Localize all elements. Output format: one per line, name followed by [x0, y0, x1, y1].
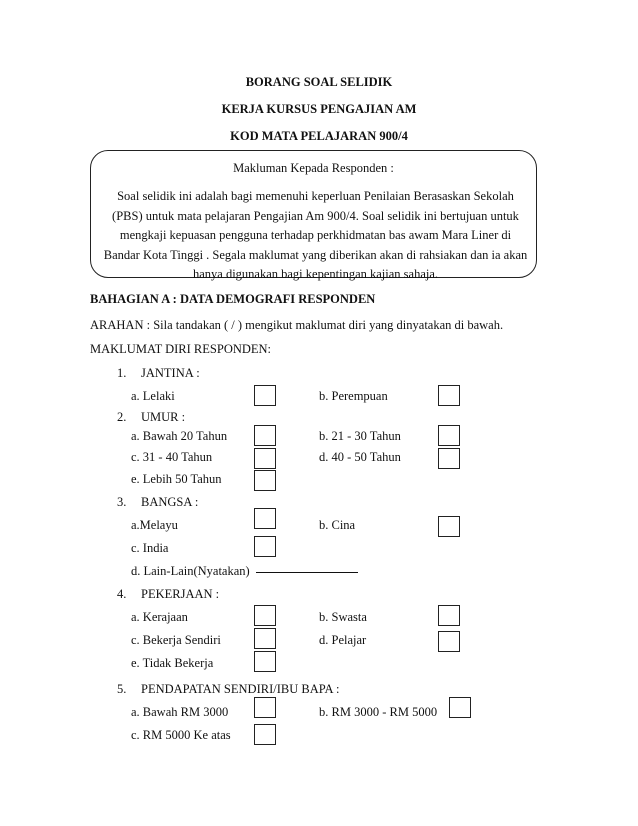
- course-title: KERJA KURSUS PENGAJIAN AM: [221, 102, 417, 116]
- subject-code: KOD MATA PELAJARAN 900/4: [230, 129, 408, 143]
- checkbox-kerajaan[interactable]: [254, 605, 276, 626]
- section-title: BAHAGIAN A : DATA DEMOGRAFI RESPONDEN: [90, 292, 376, 306]
- checkbox-tidak-bekerja[interactable]: [254, 651, 276, 672]
- q4-option-e: e. Tidak Bekerja: [131, 656, 214, 670]
- checkbox-cina[interactable]: [438, 516, 460, 537]
- q2-option-c: c. 31 - 40 Tahun: [131, 450, 213, 464]
- q4-number: 4.: [117, 587, 127, 601]
- q5-label: PENDAPATAN SENDIRI/IBU BAPA :: [141, 682, 340, 696]
- q3-option-c: c. India: [131, 541, 169, 555]
- q3-option-b: b. Cina: [319, 518, 356, 532]
- q4-option-d: d. Pelajar: [319, 633, 367, 647]
- q5-option-b: b. RM 3000 - RM 5000: [319, 705, 438, 719]
- checkbox-31-40[interactable]: [254, 448, 276, 469]
- checkbox-swasta[interactable]: [438, 605, 460, 626]
- instruction-text: ARAHAN : Sila tandakan ( / ) mengikut maklumat diri yang dinyatakan di bawah.: [90, 318, 504, 332]
- q2-option-b: b. 21 - 30 Tahun: [319, 429, 401, 443]
- checkbox-bekerja-sendiri[interactable]: [254, 628, 276, 649]
- q4-option-a: a. Kerajaan: [131, 610, 188, 624]
- q2-option-a: a. Bawah 20 Tahun: [131, 429, 228, 443]
- q5-option-a: a. Bawah RM 3000: [131, 705, 229, 719]
- q4-option-b: b. Swasta: [319, 610, 367, 624]
- notice-body: Soal selidik ini adalah bagi memenuhi keperluan Penilaian Berasaskan Sekolah (PBS) untuk mata pelajaran Pengajian Am 900/4. Soal selidik ini bertujuan untuk mengkaji kepuasan pengguna terhadap perkhidmatan bas awam Mara Liner di Bandar Kota Tinggi . Segala maklumat yang diberikan akan di rahsiakan dan ia akan hanya digunakan bagi kepentingan kajian sahaja.: [103, 189, 528, 281]
- checkbox-india[interactable]: [254, 536, 276, 557]
- checkbox-perempuan[interactable]: [438, 385, 460, 406]
- q3-option-a: a.Melayu: [131, 518, 178, 532]
- q4-option-c: c. Bekerja Sendiri: [131, 633, 221, 647]
- q2-option-e: e. Lebih 50 Tahun: [131, 472, 222, 486]
- q1-number: 1.: [117, 366, 127, 380]
- section-subtitle: MAKLUMAT DIRI RESPONDEN:: [90, 342, 272, 356]
- q3-label: BANGSA :: [141, 495, 199, 509]
- checkbox-rm3000-rm5000[interactable]: [449, 697, 471, 718]
- checkbox-bawah-rm3000[interactable]: [254, 697, 276, 718]
- q1-label: JANTINA :: [141, 366, 200, 380]
- checkbox-bawah-20[interactable]: [254, 425, 276, 446]
- q1-option-b: b. Perempuan: [319, 389, 388, 403]
- q3-number: 3.: [117, 495, 127, 509]
- checkbox-pelajar[interactable]: [438, 631, 460, 652]
- q4-label: PEKERJAAN :: [141, 587, 220, 601]
- checkbox-lelaki[interactable]: [254, 385, 276, 406]
- q2-label: UMUR :: [141, 410, 186, 424]
- notice-box: [90, 150, 537, 281]
- checkbox-melayu[interactable]: [254, 508, 276, 529]
- checkbox-40-50[interactable]: [438, 448, 460, 469]
- q2-option-d: d. 40 - 50 Tahun: [319, 450, 401, 464]
- form-title: BORANG SOAL SELIDIK: [245, 75, 393, 89]
- q5-option-c: c. RM 5000 Ke atas: [131, 728, 231, 742]
- notice-title: Makluman Kepada Responden :: [233, 161, 394, 175]
- checkbox-lebih-50[interactable]: [254, 470, 276, 491]
- lain-lain-answer-line[interactable]: [256, 572, 358, 573]
- checkbox-21-30[interactable]: [438, 425, 460, 446]
- checkbox-rm5000-ke-atas[interactable]: [254, 724, 276, 745]
- q2-number: 2.: [117, 410, 127, 424]
- q5-number: 5.: [117, 682, 127, 696]
- q3-option-d: d. Lain-Lain(Nyatakan): [131, 564, 250, 578]
- q1-option-a: a. Lelaki: [131, 389, 175, 403]
